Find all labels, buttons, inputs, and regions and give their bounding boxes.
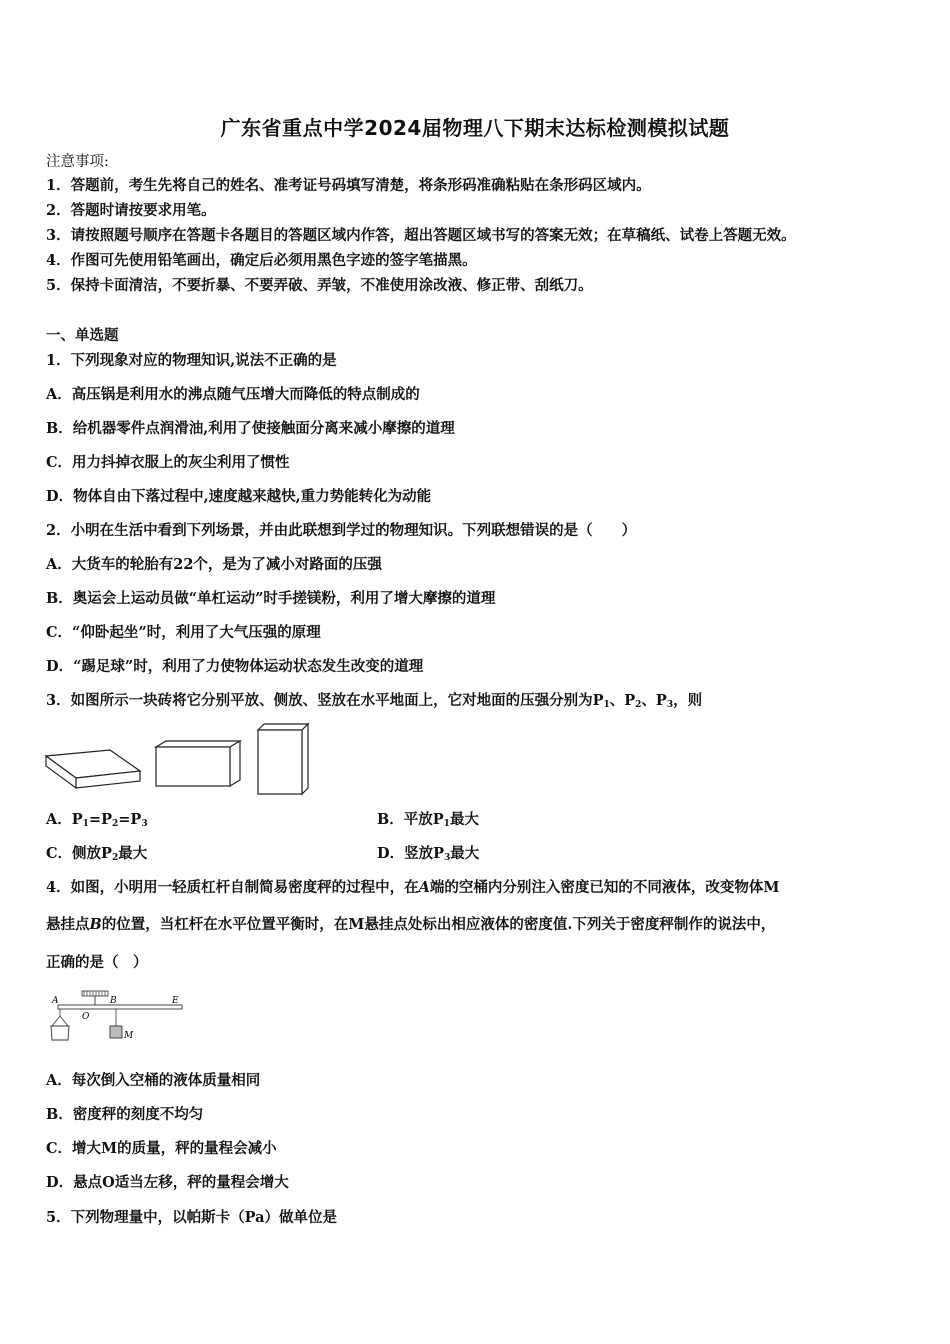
label-m: M (124, 1031, 134, 1041)
notice-heading: 注意事项: (46, 154, 109, 170)
notice-item: 5．保持卡面清洁，不要折暴、不要弄破、弄皱，不准使用涂改液、修正带、刮纸刀。 (46, 277, 593, 294)
brick-flat (46, 750, 140, 788)
notice-item: 1．答题前，考生先将自己的姓名、准考证号码填写清楚，将条形码准确粘贴在条形码区域内。 (46, 177, 651, 194)
label-b: B (110, 996, 117, 1006)
notice-item: 2．答题时请按要求用笔。 (46, 202, 216, 219)
question-1-option-d: D．物体自由下落过程中,速度越来越快,重力势能转化为动能 (46, 488, 432, 505)
question-4-stem-line2: 悬挂点B的位置，当杠杆在水平位置平衡时，在M悬挂点处标出相应液体的密度值.下列关于密度秤制作的说法中， (46, 916, 776, 933)
question-2-option-b: B．奥运会上运动员做“单杠运动”时手搓镁粉，利用了增大摩擦的道理 (46, 590, 496, 607)
question-1-option-a: A．高压锅是利用水的沸点随气压增大而降低的特点制成的 (46, 386, 420, 403)
question-3-option-c: C．侧放$P_2$最大 (46, 845, 148, 863)
question-2-option-d: D．“踢足球”时，利用了力使物体运动状态发生改变的道理 (46, 658, 424, 675)
label-o: O (82, 1012, 90, 1022)
question-4-option-b: B．密度秤的刻度不均匀 (46, 1106, 204, 1123)
section-heading: 一、单选题 (46, 327, 119, 344)
question-5-stem: 5．下列物理量中，以帕斯卡（Pa）做单位是 (46, 1209, 337, 1226)
question-2-option-a: A．大货车的轮胎有22个，是为了减小对路面的压强 (46, 556, 382, 573)
label-e: E (172, 996, 179, 1006)
question-1-stem: 1．下列现象对应的物理知识,说法不正确的是 (46, 352, 337, 369)
question-2-stem: 2．小明在生活中看到下列场景，并由此联想到学过的物理知识。下列联想错误的是（ ） (46, 522, 637, 539)
question-1-option-b: B．给机器零件点润滑油,利用了使接触面分离来减小摩擦的道理 (46, 420, 455, 437)
question-4-stem-line1: 4．如图，小明用一轻质杠杆自制简易密度秤的过程中，在A端的空桶内分别注入密度已知的不同液体，改变物体M (46, 879, 780, 896)
lever-figure (44, 988, 189, 1046)
question-4-stem-line3: 正确的是（ ） (46, 954, 148, 971)
question-3-option-b: B．平放$P_1$最大 (377, 811, 479, 829)
question-2-option-c: C．“仰卧起坐”时，利用了大气压强的原理 (46, 624, 321, 641)
question-1-option-c: C．用力抖掉衣服上的灰尘利用了惯性 (46, 454, 290, 471)
question-3-stem: 3．如图所示一块砖将它分别平放、侧放、竖放在水平地面上，它对地面的压强分别为$P_1$、$P_2$、$P_3$，则 (46, 692, 703, 710)
page-title: 广东省重点中学2024届物理八下期末达标检测模拟试题 (220, 116, 730, 140)
question-4-option-c: C．增大M的质量，秤的量程会减小 (46, 1140, 277, 1157)
brick-standing (258, 724, 308, 794)
question-4-option-a: A．每次倒入空桶的液体质量相同 (46, 1072, 261, 1089)
brick-side (156, 741, 240, 786)
question-4-option-d: D．悬点O适当左移，秤的量程会增大 (46, 1174, 289, 1191)
brick-figure (40, 718, 320, 798)
question-3-option-a: A．$P_1=P_2=P_3$ (46, 811, 148, 829)
label-a: A (52, 996, 59, 1006)
question-3-option-d: D．竖放$P_3$最大 (377, 845, 480, 863)
notice-item: 3．请按照题号顺序在答题卡各题目的答题区域内作答，超出答题区域书写的答案无效；在草稿纸、试卷上答题无效。 (46, 227, 796, 244)
notice-item: 4．作图可先使用铅笔画出，确定后必须用黑色字迹的签字笔描黑。 (46, 252, 477, 269)
